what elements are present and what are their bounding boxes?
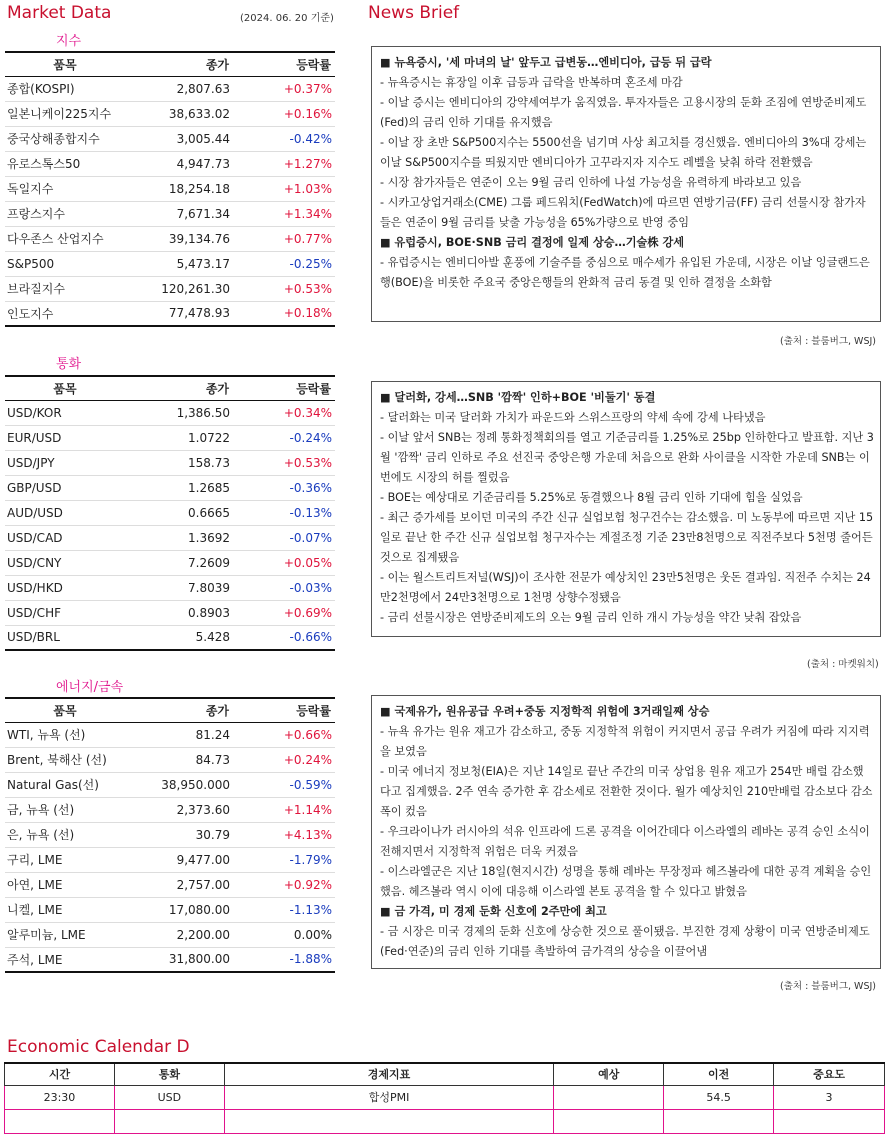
market-data-title: Market Data — [7, 3, 112, 23]
news-bullet: - 미국 에너지 정보청(EIA)은 지난 14일로 끝난 주간의 미국 상업용 원유 재고가 254만 배럴 감소했다고 집계했음. 2주 연속 증가한 후 감소세로 전환한 것이다. 월가 예상치인 210만배럴 감소보다 감소폭이 컸음 — [380, 765, 873, 818]
item-name: S&P500 — [5, 251, 125, 276]
change-rate: -0.13% — [233, 500, 335, 525]
economic-calendar-table — [4, 1062, 885, 1134]
currency-table — [5, 375, 335, 651]
close-value: 0.8903 — [125, 600, 233, 625]
table-row — [5, 276, 335, 301]
table-row — [5, 922, 335, 947]
item-name: 주석, LME — [5, 947, 125, 972]
calendar-column-header: 시간 — [5, 1063, 115, 1085]
close-value: 38,633.02 — [125, 101, 233, 126]
item-name: WTI, 뉴욕 (선) — [5, 722, 125, 747]
close-value: 158.73 — [125, 450, 233, 475]
table-row — [5, 76, 335, 101]
change-rate: +0.53% — [233, 450, 335, 475]
calendar-header-row — [5, 1063, 885, 1085]
calendar-cell: 3 — [774, 1085, 885, 1109]
table-row — [5, 151, 335, 176]
close-value: 7,671.34 — [125, 201, 233, 226]
change-rate: -1.88% — [233, 947, 335, 972]
table-row — [5, 847, 335, 872]
table-row — [5, 500, 335, 525]
change-rate: +0.16% — [233, 101, 335, 126]
energy-metals-table — [5, 697, 335, 973]
column-header: 품목 — [5, 698, 125, 722]
change-rate: -0.25% — [233, 251, 335, 276]
close-value: 38,950.000 — [125, 772, 233, 797]
news-source-currency: (출처 : 마켓워치) — [807, 659, 879, 670]
close-value: 5.428 — [125, 625, 233, 650]
close-value: 3,005.44 — [125, 126, 233, 151]
table-row — [5, 176, 335, 201]
change-rate: -0.24% — [233, 425, 335, 450]
close-value: 17,080.00 — [125, 897, 233, 922]
table-row — [5, 425, 335, 450]
close-value: 120,261.30 — [125, 276, 233, 301]
column-header: 종가 — [125, 698, 233, 722]
change-rate: +4.13% — [233, 822, 335, 847]
table-row — [5, 772, 335, 797]
close-value: 5,473.17 — [125, 251, 233, 276]
change-rate: +0.37% — [233, 76, 335, 101]
calendar-cell — [5, 1109, 115, 1133]
change-rate: +1.34% — [233, 201, 335, 226]
item-name: 니켈, LME — [5, 897, 125, 922]
item-name: 인도지수 — [5, 301, 125, 326]
change-rate: -1.13% — [233, 897, 335, 922]
close-value: 9,477.00 — [125, 847, 233, 872]
close-value: 30.79 — [125, 822, 233, 847]
table-row — [5, 101, 335, 126]
news-brief-title: News Brief — [368, 3, 460, 23]
column-header: 등락률 — [233, 698, 335, 722]
as-of-date: (2024. 06. 20 기준) — [240, 13, 334, 24]
item-name: 브라질지수 — [5, 276, 125, 301]
close-value: 2,200.00 — [125, 922, 233, 947]
table-row — [5, 201, 335, 226]
news-headline: ■ 금 가격, 미 경제 둔화 신호에 2주만에 최고 — [380, 905, 607, 918]
currency-label: 통화 — [56, 357, 82, 372]
table-row — [5, 400, 335, 425]
item-name: GBP/USD — [5, 475, 125, 500]
change-rate: +0.24% — [233, 747, 335, 772]
close-value: 7.2609 — [125, 550, 233, 575]
item-name: USD/KOR — [5, 400, 125, 425]
indices-label: 지수 — [56, 34, 82, 49]
change-rate: +0.77% — [233, 226, 335, 251]
calendar-cell: USD — [114, 1085, 224, 1109]
item-name: 구리, LME — [5, 847, 125, 872]
item-name: USD/CAD — [5, 525, 125, 550]
close-value: 1,386.50 — [125, 400, 233, 425]
calendar-cell — [114, 1109, 224, 1133]
close-value: 77,478.93 — [125, 301, 233, 326]
item-name: 유로스톡스50 — [5, 151, 125, 176]
table-row — [5, 450, 335, 475]
news-bullet: - 시카고상업거래소(CME) 그룹 페드워치(FedWatch)에 따르면 연방기금(FF) 금리 선물시장 참가자들은 연준이 9월 금리를 낮출 가능성을 65%가량으로 반영 중임 — [380, 196, 866, 229]
close-value: 18,254.18 — [125, 176, 233, 201]
item-name: Brent, 북해산 (선) — [5, 747, 125, 772]
change-rate: -0.42% — [233, 126, 335, 151]
column-header: 종가 — [125, 52, 233, 76]
news-box-currency — [371, 381, 881, 637]
column-header: 품목 — [5, 376, 125, 400]
news-headline: ■ 달러화, 강세…SNB '깜짝' 인하+BOE '비둘기' 동결 — [380, 391, 656, 404]
column-header: 품목 — [5, 52, 125, 76]
table-row — [5, 251, 335, 276]
change-rate: +1.03% — [233, 176, 335, 201]
table-row — [5, 525, 335, 550]
calendar-cell — [554, 1085, 664, 1109]
change-rate: +0.05% — [233, 550, 335, 575]
news-bullet: - 이날 장 초반 S&P500지수는 5500선을 넘기며 사상 최고치를 경신했음. 엔비디아의 3%대 강세는 이날 S&P500지수를 띄웠지만 엔비디아가 고꾸라지자 지수도 레벨을 낮춰 하락 전환했음 — [380, 136, 867, 169]
table-row — [5, 822, 335, 847]
news-bullet: - 이날 앞서 SNB는 정례 통화정책회의를 열고 기준금리를 1.25%로 25bp 인하한다고 발표함. 지난 3월 '깜짝' 금리 인하로 주요 선진국 중앙은행 가운데 처음으로 완화 사이클을 시작한 가운데 SNB는 이번에도 시장의 허를 찔렀음 — [380, 431, 874, 484]
change-rate: -0.59% — [233, 772, 335, 797]
news-source-stocks: (출처 : 블룸버그, WSJ) — [780, 336, 876, 347]
calendar-row — [5, 1085, 885, 1109]
item-name: 은, 뉴욕 (선) — [5, 822, 125, 847]
calendar-cell — [664, 1109, 774, 1133]
item-name: USD/JPY — [5, 450, 125, 475]
table-row — [5, 747, 335, 772]
table-row — [5, 126, 335, 151]
news-headline: ■ 뉴욕증시, '세 마녀의 날' 앞두고 급변동…엔비디아, 급등 뒤 급락 — [380, 56, 712, 69]
news-bullet: - 이스라엘군은 지난 18일(현지시간) 성명을 통해 레바논 무장정파 헤즈볼라에 대한 공격 계획을 승인했음. 헤즈볼라 역시 이에 대응해 이스라엘 본토 공격을 할 수 있다고 밝혔음 — [380, 865, 872, 898]
change-rate: -1.79% — [233, 847, 335, 872]
close-value: 7.8039 — [125, 575, 233, 600]
news-bullet: - 금리 선물시장은 연방준비제도의 오는 9월 금리 인하 개시 가능성을 약간 낮춰 잡았음 — [380, 611, 802, 624]
change-rate: +0.66% — [233, 722, 335, 747]
column-header: 등락률 — [233, 52, 335, 76]
energy-metals-label: 에너지/금속 — [56, 680, 124, 695]
calendar-cell: 54.5 — [664, 1085, 774, 1109]
item-name: 다우존스 산업지수 — [5, 226, 125, 251]
news-bullet: - 최근 증가세를 보이던 미국의 주간 신규 실업보험 청구건수는 감소했음. 미 노동부에 따르면 지난 15일로 끝난 한 주간 신규 실업보험 청구자수는 계절조정 기준 23만8천명으로 직전주보다 5천명 줄어든 것으로 집계됐음 — [380, 511, 874, 564]
item-name: Natural Gas(선) — [5, 772, 125, 797]
change-rate: +1.27% — [233, 151, 335, 176]
table-header-row — [5, 376, 335, 400]
change-rate: +1.14% — [233, 797, 335, 822]
change-rate: -0.03% — [233, 575, 335, 600]
item-name: 금, 뉴욕 (선) — [5, 797, 125, 822]
table-row — [5, 575, 335, 600]
table-row — [5, 625, 335, 650]
table-header-row — [5, 698, 335, 722]
news-bullet: - 뉴욕증시는 휴장일 이후 급등과 급락을 반복하며 혼조세 마감 — [380, 76, 683, 89]
table-row — [5, 872, 335, 897]
economic-calendar-title: Economic Calendar D — [7, 1037, 190, 1057]
change-rate: -0.66% — [233, 625, 335, 650]
item-name: 중국상해종합지수 — [5, 126, 125, 151]
table-row — [5, 600, 335, 625]
change-rate: -0.07% — [233, 525, 335, 550]
news-bullet: - 이날 증시는 엔비디아의 강약세여부가 움직였음. 투자자들은 고용시장의 둔화 조짐에 연방준비제도(Fed)의 금리 인하 기대를 유지했음 — [380, 96, 867, 129]
table-header-row — [5, 52, 335, 76]
close-value: 1.0722 — [125, 425, 233, 450]
item-name: USD/CHF — [5, 600, 125, 625]
close-value: 31,800.00 — [125, 947, 233, 972]
item-name: USD/CNY — [5, 550, 125, 575]
item-name: 일본니케이225지수 — [5, 101, 125, 126]
change-rate: +0.69% — [233, 600, 335, 625]
item-name: 프랑스지수 — [5, 201, 125, 226]
table-row — [5, 722, 335, 747]
calendar-cell — [774, 1109, 885, 1133]
change-rate: +0.18% — [233, 301, 335, 326]
news-box-commodities — [371, 695, 881, 969]
change-rate: -0.36% — [233, 475, 335, 500]
news-bullet: - 뉴욕 유가는 원유 재고가 감소하고, 중동 지정학적 위험이 커지면서 공급 우려가 커짐에 따라 지지력을 보였음 — [380, 725, 870, 758]
table-row — [5, 475, 335, 500]
news-headline: ■ 국제유가, 원유공급 우려+중동 지정학적 위험에 3거래일째 상승 — [380, 705, 710, 718]
calendar-column-header: 통화 — [114, 1063, 224, 1085]
change-rate: +0.34% — [233, 400, 335, 425]
calendar-column-header: 중요도 — [774, 1063, 885, 1085]
item-name: 알루미늄, LME — [5, 922, 125, 947]
table-row — [5, 301, 335, 326]
table-row — [5, 797, 335, 822]
calendar-cell: 23:30 — [5, 1085, 115, 1109]
calendar-cell — [554, 1109, 664, 1133]
close-value: 2,757.00 — [125, 872, 233, 897]
item-name: 종합(KOSPI) — [5, 76, 125, 101]
item-name: EUR/USD — [5, 425, 125, 450]
calendar-column-header: 예상 — [554, 1063, 664, 1085]
close-value: 4,947.73 — [125, 151, 233, 176]
close-value: 2,373.60 — [125, 797, 233, 822]
close-value: 2,807.63 — [125, 76, 233, 101]
item-name: USD/HKD — [5, 575, 125, 600]
table-row — [5, 947, 335, 972]
column-header: 등락률 — [233, 376, 335, 400]
news-box-stocks — [371, 46, 881, 322]
item-name: 아연, LME — [5, 872, 125, 897]
item-name: 독일지수 — [5, 176, 125, 201]
close-value: 1.2685 — [125, 475, 233, 500]
item-name: USD/BRL — [5, 625, 125, 650]
news-bullet: - 금 시장은 미국 경제의 둔화 신호에 상승한 것으로 풀이됐음. 부진한 경제 상황이 미국 연방준비제도(Fed·연준)의 금리 인하 기대를 촉발하여 금가격의 상승을 이끌어냄 — [380, 925, 870, 958]
news-bullet: - BOE는 예상대로 기준금리를 5.25%로 동결했으나 8월 금리 인하 기대에 힘을 실었음 — [380, 491, 803, 504]
close-value: 0.6665 — [125, 500, 233, 525]
item-name: AUD/USD — [5, 500, 125, 525]
calendar-cell — [224, 1109, 554, 1133]
table-row — [5, 550, 335, 575]
news-bullet: - 이는 월스트리트저널(WSJ)이 조사한 전문가 예상치인 23만5천명은 웃돈 결과임. 직전주 수치는 24만2천명에서 24만3천명으로 1천명 상향수정됐음 — [380, 571, 871, 604]
indices-table — [5, 51, 335, 327]
news-bullet: - 달러화는 미국 달러화 가치가 파운드와 스위스프랑의 약세 속에 강세 나타냈음 — [380, 411, 766, 424]
calendar-column-header: 이전 — [664, 1063, 774, 1085]
news-bullet: - 유럽증시는 엔비디아발 훈풍에 기술주를 중심으로 매수세가 유입된 가운데, 시장은 이날 잉글랜드은행(BOE)을 비롯한 주요국 중앙은행들의 완화적 금리 동결 및 인하 결정을 소화함 — [380, 256, 870, 289]
news-headline: ■ 유럽증시, BOE·SNB 금리 결정에 일제 상승…기술株 강세 — [380, 236, 685, 249]
close-value: 39,134.76 — [125, 226, 233, 251]
table-row — [5, 226, 335, 251]
calendar-row — [5, 1109, 885, 1133]
calendar-cell: 합성PMI — [224, 1085, 554, 1109]
close-value: 1.3692 — [125, 525, 233, 550]
change-rate: +0.53% — [233, 276, 335, 301]
change-rate: 0.00% — [233, 922, 335, 947]
close-value: 84.73 — [125, 747, 233, 772]
calendar-column-header: 경제지표 — [224, 1063, 554, 1085]
news-bullet: - 우크라이나가 러시아의 석유 인프라에 드론 공격을 이어간데다 이스라엘의 레바논 공격 승인 소식이 전해지면서 지정학적 위험은 더욱 커졌음 — [380, 825, 870, 858]
close-value: 81.24 — [125, 722, 233, 747]
change-rate: +0.92% — [233, 872, 335, 897]
news-bullet: - 시장 참가자들은 연준이 오는 9월 금리 인하에 나설 가능성을 유력하게 바라보고 있음 — [380, 176, 802, 189]
column-header: 종가 — [125, 376, 233, 400]
news-source-commodities: (출처 : 블룸버그, WSJ) — [780, 981, 876, 992]
table-row — [5, 897, 335, 922]
